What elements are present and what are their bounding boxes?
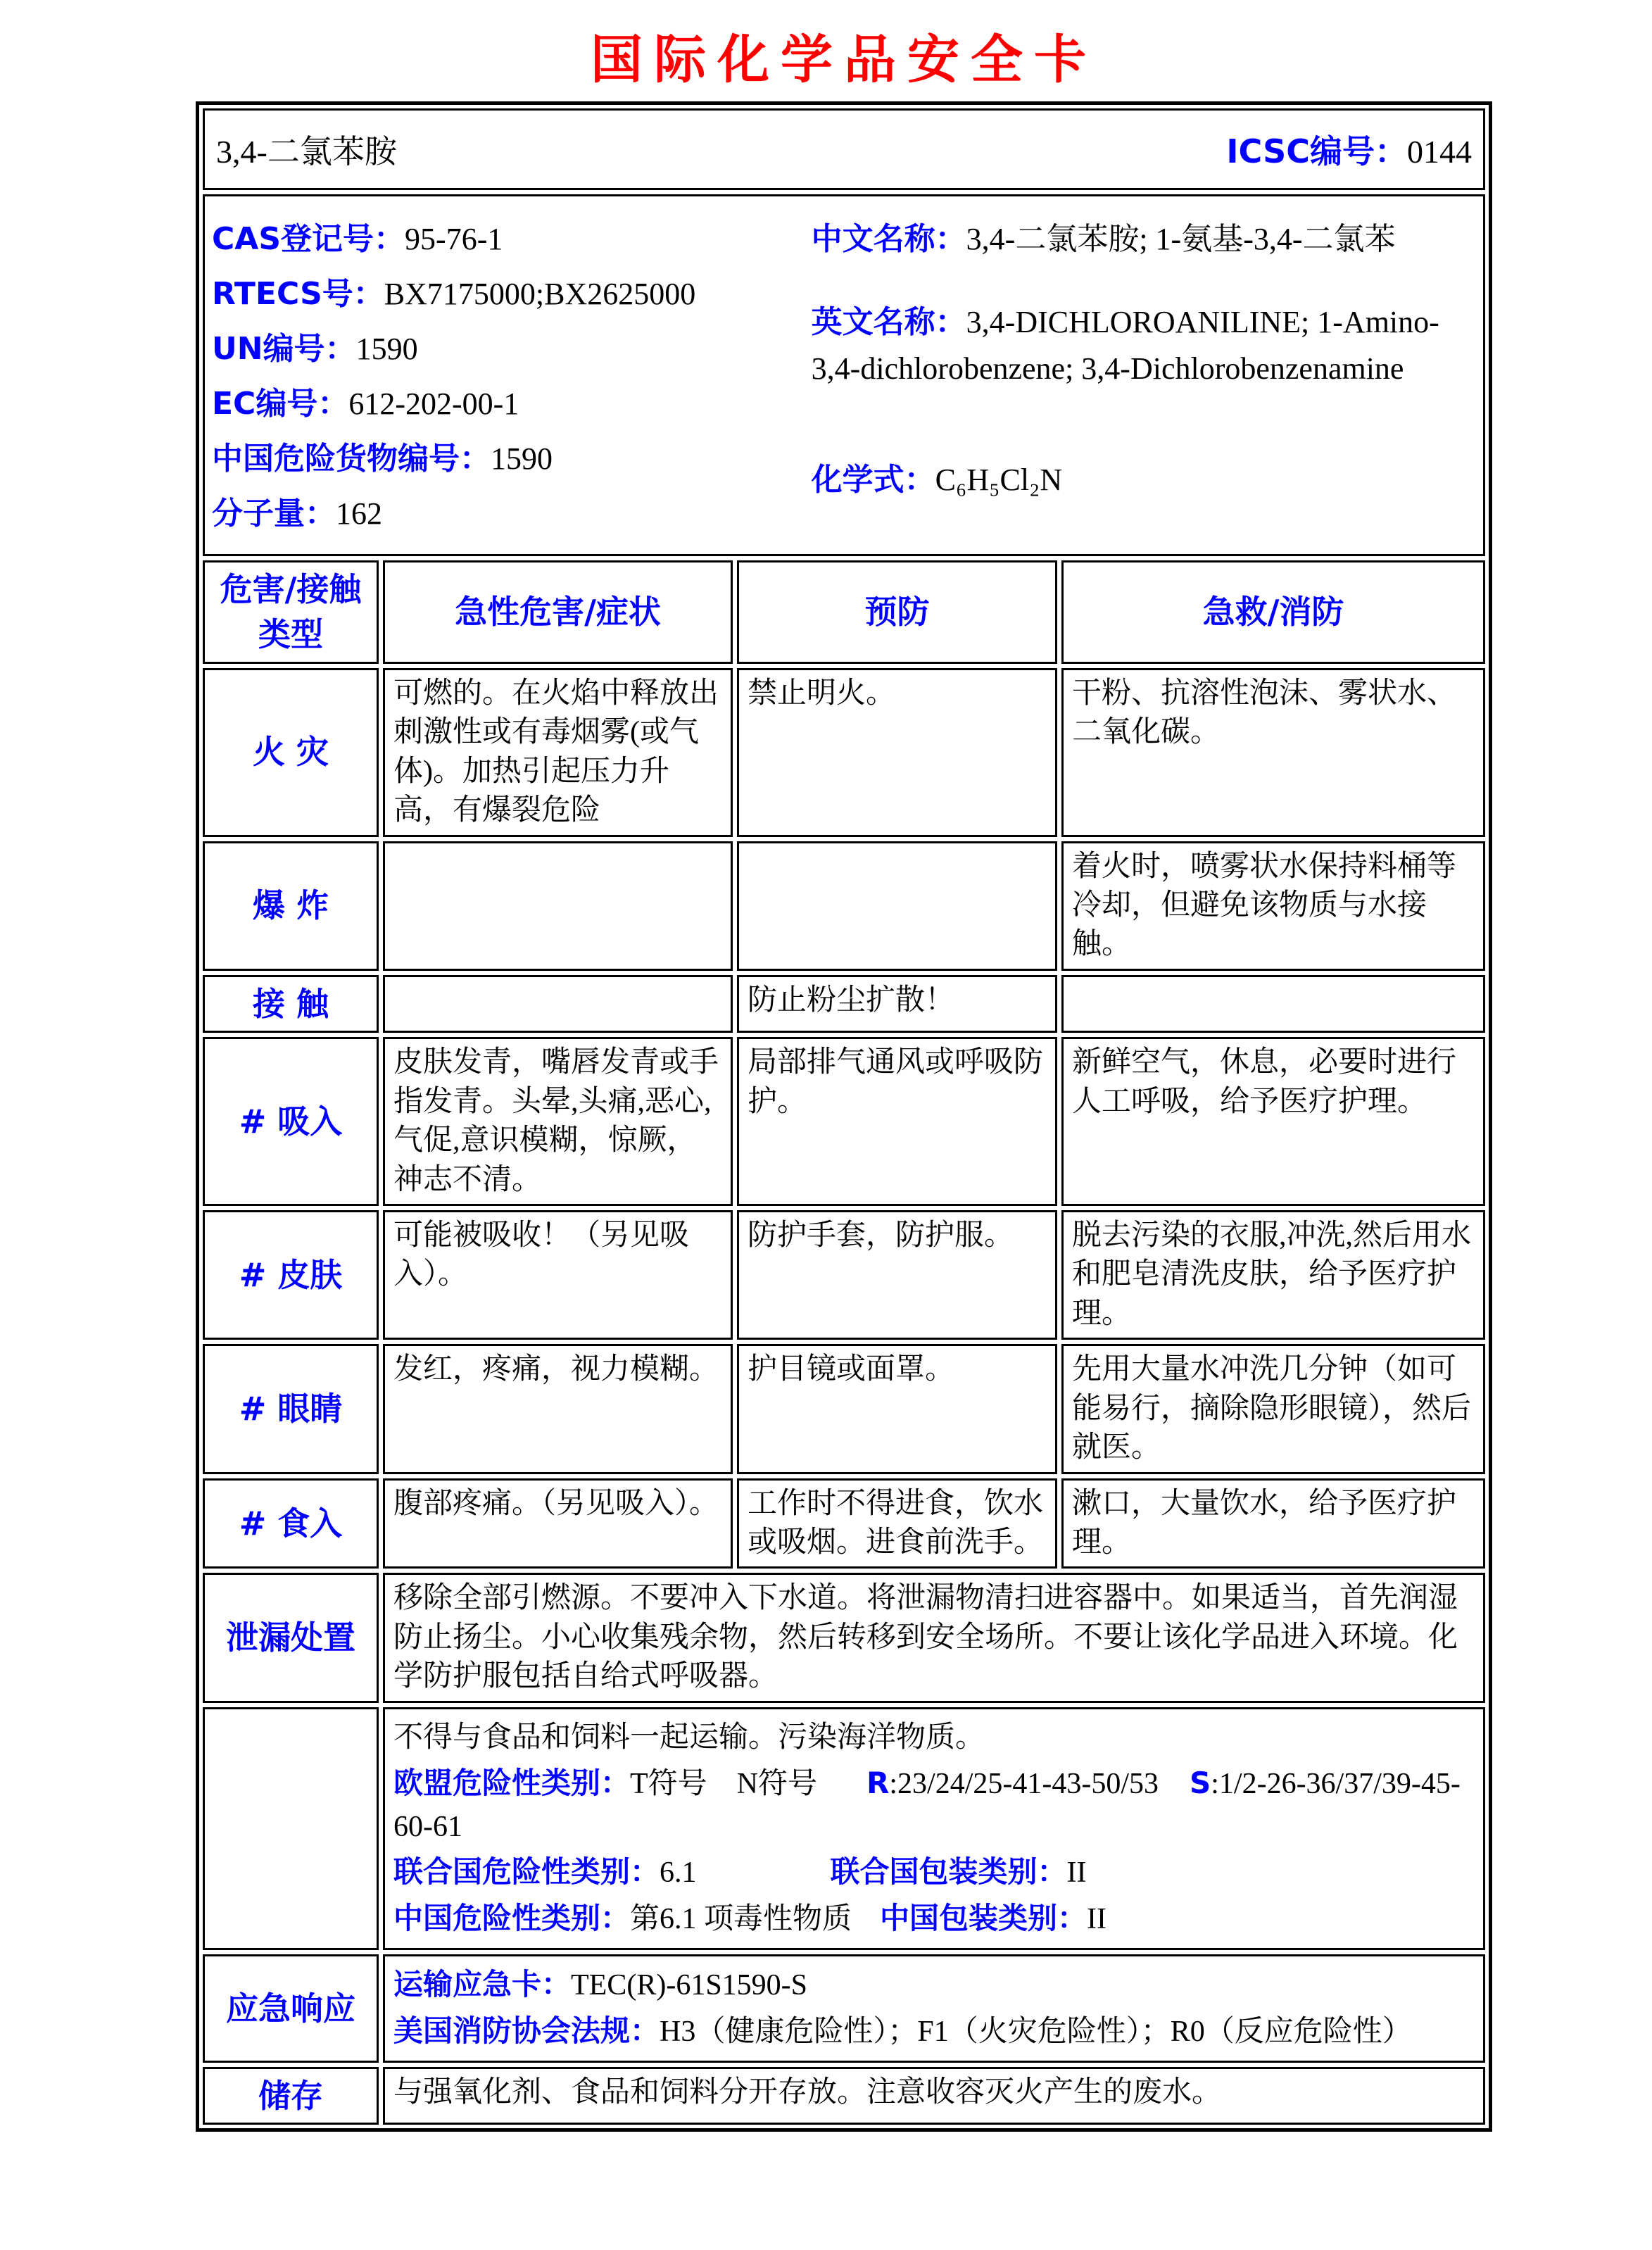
emergency-response-row-label: 应急响应 — [203, 1954, 379, 2063]
identifier-right-column — [802, 203, 1480, 543]
transport-emergency-card-line — [393, 1963, 1475, 2007]
molecular-weight-line — [212, 488, 797, 533]
storage-row-label: 储存 — [203, 2067, 379, 2125]
table-row-emergency-response — [203, 1954, 1485, 2063]
explosion-symptoms-cell — [383, 841, 733, 971]
eu-class-label: 欧盟危险性类别： — [393, 1765, 631, 1800]
icsc-card — [196, 101, 1492, 2132]
header-prevention: 预防 — [737, 560, 1057, 664]
r-phrases-value: :23/24/25-41-43-50/53 — [889, 1767, 1159, 1800]
china-packing-group-label: 中国包装类别： — [880, 1901, 1087, 1936]
nfpa-code-label: 美国消防协会法规： — [393, 2013, 660, 2049]
storage-text-cell: 与强氧化剂、食品和饲料分开存放。注意收容灭火产生的废水。 — [383, 2067, 1485, 2125]
table-row-eyes — [203, 1344, 1485, 1473]
chemical-formula-value: C₆H₅Cl₂N — [935, 463, 1063, 497]
eu-class-symbols: T符号 N符号 — [630, 1767, 818, 1800]
un-packing-group-label: 联合国包装类别： — [830, 1854, 1067, 1890]
english-name-line — [812, 299, 1473, 392]
un-number-value: 1590 — [355, 332, 418, 366]
table-row-spill-disposal — [203, 1573, 1485, 1702]
transport-emergency-card-value: TEC(R)-61S1590-S — [571, 1969, 808, 2002]
china-packing-group-value: II — [1087, 1903, 1107, 1936]
r-phrases-label: R — [866, 1765, 890, 1800]
ingestion-symptoms-cell: 腹部疼痛。（另见吸入）。 — [383, 1478, 733, 1569]
s-phrases-label: S — [1190, 1765, 1211, 1800]
contact-row-label: 接 触 — [203, 975, 379, 1033]
icsc-number-value: 0144 — [1407, 134, 1472, 170]
chemical-name: 3,4-二氯苯胺 — [216, 134, 397, 170]
rtecs-number-value: BX7175000;BX2625000 — [384, 277, 696, 311]
fire-aid-cell: 干粉、抗溶性泡沫、雾状水、二氧化碳。 — [1061, 668, 1485, 837]
fire-symptoms-cell: 可燃的。在火焰中释放出刺激性或有毒烟雾(或气体)。加热引起压力升高，有爆裂危险 — [383, 668, 733, 837]
emergency-response-cell — [383, 1954, 1485, 2063]
chemical-formula-line — [812, 454, 1473, 499]
table-row-contact — [203, 975, 1485, 1033]
transport-classification-cell — [383, 1707, 1485, 1950]
icsc-number-group — [1226, 126, 1472, 172]
transport-restriction-line: 不得与食品和饲料一起运输。污染海洋物质。 — [393, 1721, 985, 1754]
molecular-weight-label: 分子量： — [212, 496, 336, 532]
header-first-aid-fire: 急救/消防 — [1061, 560, 1485, 664]
table-row-fire — [203, 668, 1485, 837]
eyes-row-label: # 眼睛 — [203, 1344, 379, 1473]
explosion-aid-cell: 着火时，喷雾状水保持料桶等冷却，但避免该物质与水接触。 — [1061, 841, 1485, 971]
ingestion-aid-cell: 漱口，大量饮水，给予医疗护理。 — [1061, 1478, 1485, 1569]
skin-prevention-cell: 防护手套，防护服。 — [737, 1210, 1057, 1340]
ec-number-value: 612-202-00-1 — [348, 386, 519, 421]
un-hazard-class-value: 6.1 — [660, 1856, 697, 1890]
china-hazard-class-value: 第6.1 项毒性物质 — [630, 1903, 852, 1936]
eyes-prevention-cell: 护目镜或面罩。 — [737, 1344, 1057, 1473]
inhalation-aid-cell: 新鲜空气，休息，必要时进行人工呼吸，给予医疗护理。 — [1061, 1037, 1485, 1206]
identifier-section — [203, 194, 1485, 556]
chinese-name-label: 中文名称： — [811, 221, 966, 257]
inhalation-row-label: # 吸入 — [203, 1037, 379, 1206]
english-name-value: 3,4-DICHLOROANILINE; 1-Amino-3,4-dichlorobenzene; 3,4-Dichlorobenzenamine — [811, 305, 1439, 386]
un-number-line — [212, 323, 797, 368]
table-row-skin — [203, 1210, 1485, 1340]
skin-symptoms-cell: 可能被吸收！（另见吸入）。 — [383, 1210, 733, 1340]
un-number-label: UN编号： — [212, 331, 356, 367]
explosion-row-label: 爆 炸 — [203, 841, 379, 971]
ec-number-line — [212, 378, 797, 423]
eyes-symptoms-cell: 发红，疼痛，视力模糊。 — [383, 1344, 733, 1473]
nfpa-code-line — [393, 2010, 1475, 2054]
rtecs-number-label: RTECS号： — [212, 276, 384, 312]
nfpa-code-value: H3（健康危险性）；F1（火灾危险性）；R0（反应危险性） — [660, 2016, 1412, 2049]
chemical-formula-label: 化学式： — [811, 462, 935, 498]
empty-label-cell — [203, 1707, 379, 1950]
spill-disposal-text-cell: 移除全部引燃源。不要冲入下水道。将泄漏物清扫进容器中。如果适当，首先润湿防止扬尘。小心收集残余物，然后转移到安全场所。不要让该化学品进入环境。化学防护服包括自给式呼吸器。 — [383, 1573, 1485, 1702]
table-row-explosion — [203, 841, 1485, 971]
header-acute-symptoms: 急性危害/症状 — [383, 560, 733, 664]
identifier-left-column — [208, 203, 802, 543]
china-dangerous-goods-number-line — [212, 433, 797, 478]
un-hazard-class-label: 联合国危险性类别： — [393, 1854, 660, 1890]
inhalation-prevention-cell: 局部排气通风或呼吸防护。 — [737, 1037, 1057, 1206]
china-dangerous-goods-number-label: 中国危险货物编号： — [212, 441, 491, 477]
un-classification-line — [393, 1851, 1475, 1894]
header-hazard-type: 危害/接触类型 — [203, 560, 379, 664]
cas-number-value: 95-76-1 — [405, 222, 503, 256]
molecular-weight-value: 162 — [336, 496, 382, 531]
un-packing-group-value: II — [1066, 1856, 1087, 1890]
s-phrases-value: :1/2-26-36/37/39-45-60-61 — [393, 1767, 1461, 1843]
cas-number-label: CAS登记号： — [212, 221, 405, 257]
transport-emergency-card-label: 运输应急卡： — [393, 1967, 572, 2002]
ec-number-label: EC编号： — [212, 386, 349, 422]
explosion-prevention-cell — [737, 841, 1057, 971]
fire-row-label: 火 灾 — [203, 668, 379, 837]
skin-aid-cell: 脱去污染的衣服,冲洗,然后用水和肥皂清洗皮肤，给予医疗护理。 — [1061, 1210, 1485, 1340]
ingestion-row-label: # 食入 — [203, 1478, 379, 1569]
fire-prevention-cell: 禁止明火。 — [737, 668, 1057, 837]
icsc-number-label: ICSC编号： — [1226, 132, 1407, 170]
ingestion-prevention-cell: 工作时不得进食，饮水或吸烟。进食前洗手。 — [737, 1478, 1057, 1569]
cas-number-line — [212, 213, 797, 258]
chinese-name-line — [812, 213, 1473, 258]
eu-classification-line — [393, 1762, 1475, 1849]
contact-aid-cell — [1061, 975, 1485, 1033]
contact-symptoms-cell — [383, 975, 733, 1033]
page-title: 国际化学品安全卡 — [591, 30, 1097, 90]
spill-disposal-row-label: 泄漏处置 — [203, 1573, 379, 1702]
china-dangerous-goods-number-value: 1590 — [491, 441, 553, 476]
eyes-aid-cell: 先用大量水冲洗几分钟（如可能易行，摘除隐形眼镜），然后就医。 — [1061, 1344, 1485, 1473]
table-row-ingestion — [203, 1478, 1485, 1569]
name-header-row — [203, 108, 1485, 190]
table-row-inhalation — [203, 1037, 1485, 1206]
chinese-name-value: 3,4-二氯苯胺; 1-氨基-3,4-二氯苯 — [966, 222, 1396, 256]
english-name-label: 英文名称： — [811, 304, 966, 340]
inhalation-symptoms-cell: 皮肤发青，嘴唇发青或手指发青。头晕,头痛,恶心,气促,意识模糊，惊厥，神志不清。 — [383, 1037, 733, 1206]
rtecs-number-line — [212, 268, 797, 313]
table-row-storage — [203, 2067, 1485, 2125]
hazard-table-header-row — [203, 560, 1485, 664]
skin-row-label: # 皮肤 — [203, 1210, 379, 1340]
table-row-transport-classification — [203, 1707, 1485, 1950]
contact-prevention-cell: 防止粉尘扩散！ — [737, 975, 1057, 1033]
china-classification-line — [393, 1897, 1475, 1941]
china-hazard-class-label: 中国危险性类别： — [393, 1901, 631, 1936]
